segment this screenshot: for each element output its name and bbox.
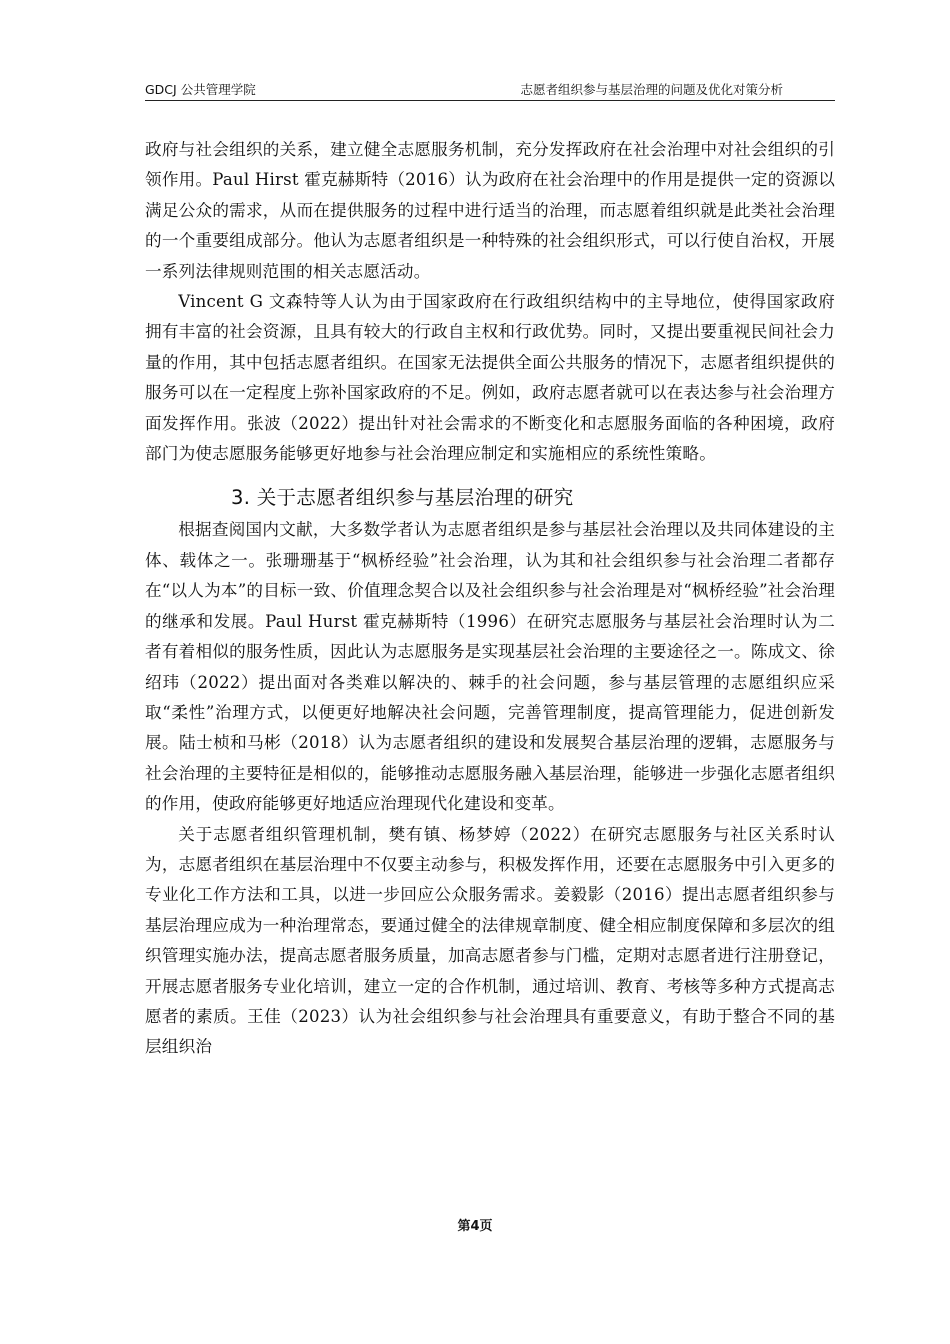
- body-paragraph: 根据查阅国内文献，大多数学者认为志愿者组织是参与基层社会治理以及共同体建设的主体、载体之一。张珊珊基于“枫桥经验”社会治理，认为其和社会组织参与社会治理二者都存在“以人为本”的目标一致、价值理念契合以及社会组织参与社会治理是对“枫桥经验”社会治理的继承和发展。Paul Hurst 霍克赫斯特（1996）在研究志愿服务与基层社会治理时认为二者有着相似的服务性质，因此认为志愿服务是实现基层社会治理的主要途径之一。陈成文、徐绍玮（2022）提出面对各类难以解决的、棘手的社会问题，参与基层管理的志愿组织应采取“柔性”治理方式，以便更好地解决社会问题，完善管理制度，提高管理能力，促进创新发展。陆士桢和马彬（2018）认为志愿者组织的建设和发展契合基层治理的逻辑，志愿服务与社会治理的主要特征是相似的，能够推动志愿服务融入基层治理，能够进一步强化志愿者组织的作用，使政府能够更好地适应治理现代化建设和变革。: [145, 520, 835, 814]
- body-paragraph: 关于志愿者组织管理机制，樊有镇、杨梦婷（2022）在研究志愿服务与社区关系时认为，志愿者组织在基层治理中不仅要主动参与，积极发挥作用，还要在志愿服务中引入更多的专业化工作方法和工具，以进一步回应公众服务需求。姜毅影（2016）提出志愿者组织参与基层治理应成为一种治理常态，要通过健全的法律规章制度、健全相应制度保障和多层次的组织管理实施办法，提高志愿者服务质量，加高志愿者参与门槛，定期对志愿者进行注册登记，开展志愿者服务专业化培训，建立一定的合作机制，通过培训、教育、考核等多种方式提高志愿者的素质。王佳（2023）认为社会组织参与社会治理具有重要意义，有助于整合不同的基层组织治: [145, 824, 835, 1057]
- body-paragraph: Vincent G 文森特等人认为由于国家政府在行政组织结构中的主导地位，使得国家政府拥有丰富的社会资源，且具有较大的行政自主权和行政优势。同时，又提出要重视民间社会力量的作用，其中包括志愿者组织。在国家无法提供全面公共服务的情况下，志愿者组织提供的服务可以在一定程度上弥补国家政府的不足。例如，政府志愿者就可以在表达参与社会治理方面发挥作用。张波（2022）提出针对社会需求的不断变化和志愿服务面临的各种困境，政府部门为使志愿服务能够更好地参与社会治理应制定和实施相应的系统性策略。: [145, 292, 835, 464]
- page-header: [145, 76, 835, 101]
- body-paragraph: 政府与社会组织的关系，建立健全志愿服务机制，充分发挥政府在社会治理中对社会组织的引领作用。Paul Hirst 霍克赫斯特（2016）认为政府在社会治理中的作用是提供一定的资源以满足公众的需求，从而在提供服务的过程中进行适当的治理，而志愿着组织就是此类社会治理的一个重要组成部分。他认为志愿者组织是一种特殊的社会组织形式，可以行使自治权，开展一系列法律规则范围的相关志愿活动。: [145, 140, 835, 281]
- header-institution: GDCJ 公共管理学院: [145, 82, 256, 97]
- page-number: 第4页: [457, 1219, 493, 1234]
- page-body: [145, 135, 835, 1063]
- header-thesis-title: 志愿者组织参与基层治理的问题及优化对策分析: [520, 82, 783, 97]
- section-heading: 3. 关于志愿者组织参与基层治理的研究: [231, 486, 574, 510]
